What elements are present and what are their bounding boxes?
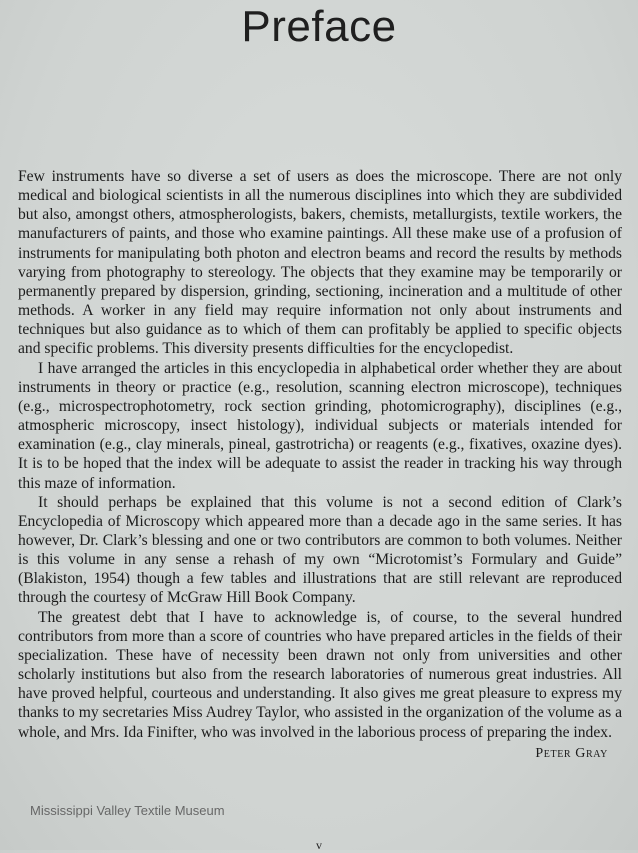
watermark-text: Mississippi Valley Textile Museum xyxy=(30,803,225,818)
author-signature: Peter Gray xyxy=(535,746,608,761)
paragraph: It should perhaps be explained that this volume is not a second edition of Clark’s Encyclopedia of Microscopy which appeared more than a decade ago in the same series. It has however, Dr. Clark’s blessing and one or two contributors are common to both volumes. Neither is this volume in any sense a rehash of my own “Microtomist’s Formulary and Guide” (Blakiston, 1954) though a few tables and illustrations that are still relevant are reproduced through the courtesy of McGraw Hill Book Company. xyxy=(18,493,622,607)
preface-body xyxy=(18,167,622,742)
paragraph: Few instruments have so diverse a set of users as does the microscope. There are not only medical and biological scientists in all the numerous disciplines into which they are subdivided but also, amongst others, atmospherologists, bakers, chemists, metallurgists, textile workers, the manufacturers of paints, and those who examine paintings. All these make use of a profusion of instruments for manipulating both photon and electron beams and record the results by methods varying from photography to stereology. The objects that they examine may be temporarily or permanently prepared by dispersion, grinding, sectioning, incineration and a multitude of other methods. A worker in any field may require information not only about instruments and techniques but also guidance as to which of them can profitably be applied to specific objects and specific problems. This diversity presents difficulties for the encyclopedist. xyxy=(18,168,622,358)
paragraph: I have arranged the articles in this encyclopedia in alphabetical order whether they are about instruments in theory or practice (e.g., resolution, scanning electron microscope), techniques (e.g., microspectrophotometry, rock section grinding, photomicrography), disciplines (e.g., atmospheric microscopy, insect histology), individual subjects or materials intended for examination (e.g., clay minerals, pineal, gastrotricha) or reagents (e.g., fixatives, oxazine dyes). It is to be hoped that the index will be adequate to assist the reader in tracking his way through this maze of information. xyxy=(18,359,622,492)
page-number: v xyxy=(316,838,322,852)
paragraph: The greatest debt that I have to acknowledge is, of course, to the several hundred contributors from more than a score of countries who have prepared articles in the fields of their specialization. These have of necessity been drawn not only from universities and other scholarly institutions but also from the research laboratories of numerous great industries. All have proved helpful, courteous and understanding. It also gives me great pleasure to express my thanks to my secretaries Miss Audrey Taylor, who assisted in the organization of the volume as a whole, and Mrs. Ida Finifter, who was involved in the laborious process of preparing the index. xyxy=(18,608,622,741)
page-title: Preface xyxy=(241,2,397,51)
